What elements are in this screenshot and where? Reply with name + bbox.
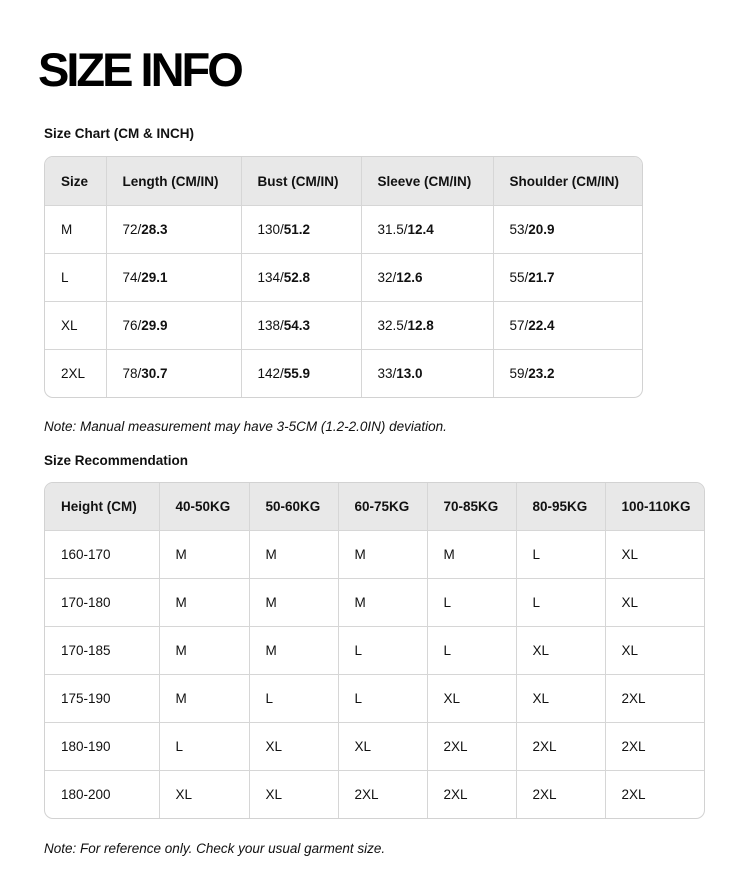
inch-value: 23.2 (528, 366, 555, 381)
recommended-size-cell: L (249, 675, 338, 723)
table-row (45, 723, 704, 771)
size-recommendation-note: Note: For reference only. Check your usual garment size. (44, 841, 386, 856)
measurement-cell (361, 254, 493, 302)
cm-value: 31.5/ (377, 222, 408, 237)
table-row (45, 579, 704, 627)
recommended-size-cell: 2XL (338, 771, 427, 819)
measurement-cell (241, 206, 361, 254)
recommended-size-cell: XL (605, 627, 704, 675)
inch-value: 29.1 (141, 270, 168, 285)
size-cell: L (45, 254, 106, 302)
recommended-size-cell: M (249, 579, 338, 627)
height-cell: 175-190 (45, 675, 159, 723)
inch-value: 28.3 (141, 222, 168, 237)
recommended-size-cell: L (338, 675, 427, 723)
inch-value: 12.4 (407, 222, 434, 237)
height-cell: 180-190 (45, 723, 159, 771)
height-cell: 170-180 (45, 579, 159, 627)
cm-value: 138/ (257, 318, 284, 333)
height-cell: 170-185 (45, 627, 159, 675)
recommended-size-cell: L (427, 627, 516, 675)
cm-value: 134/ (257, 270, 284, 285)
inch-value: 29.9 (141, 318, 168, 333)
recommended-size-cell: 2XL (427, 723, 516, 771)
measurement-cell (361, 302, 493, 350)
size-cell: XL (45, 302, 106, 350)
inch-value: 12.6 (396, 270, 423, 285)
height-cell: 180-200 (45, 771, 159, 819)
recommended-size-cell: M (338, 579, 427, 627)
page-title: SIZE INFO (38, 43, 241, 96)
recommended-size-cell: XL (159, 771, 249, 819)
recommended-size-cell: L (427, 579, 516, 627)
column-header: 40-50KG (159, 483, 249, 531)
inch-value: 54.3 (283, 318, 311, 333)
recommended-size-cell: XL (338, 723, 427, 771)
measurement-cell (106, 206, 241, 254)
recommended-size-cell: L (516, 579, 605, 627)
recommended-size-cell: 2XL (427, 771, 516, 819)
height-cell: 160-170 (45, 531, 159, 579)
cm-value: 32/ (377, 270, 397, 285)
size-chart-table (44, 156, 643, 398)
inch-value: 55.9 (283, 366, 311, 381)
measurement-cell (241, 254, 361, 302)
table-row (45, 302, 642, 350)
column-header: 60-75KG (338, 483, 427, 531)
size-recommendation-header-row (45, 483, 704, 531)
recommended-size-cell: M (427, 531, 516, 579)
recommended-size-cell: M (159, 531, 249, 579)
inch-value: 13.0 (396, 366, 423, 381)
recommended-size-cell: M (249, 531, 338, 579)
recommended-size-cell: L (516, 531, 605, 579)
size-recommendation-heading: Size Recommendation (44, 453, 189, 468)
size-recommendation-table (44, 482, 705, 819)
table-row (45, 206, 642, 254)
cm-value: 74/ (122, 270, 142, 285)
recommended-size-cell: XL (249, 771, 338, 819)
inch-value: 20.9 (528, 222, 555, 237)
column-header: 100-110KG (605, 483, 704, 531)
measurement-cell (493, 302, 642, 350)
table-row (45, 675, 704, 723)
recommended-size-cell: XL (516, 627, 605, 675)
table-row (45, 531, 704, 579)
cm-value: 32.5/ (377, 318, 408, 333)
inch-value: 22.4 (528, 318, 555, 333)
column-header: Length (CM/IN) (106, 157, 241, 206)
cm-value: 130/ (257, 222, 284, 237)
recommended-size-cell: XL (427, 675, 516, 723)
recommended-size-cell: L (159, 723, 249, 771)
recommended-size-cell: M (249, 627, 338, 675)
recommended-size-cell: 2XL (621, 787, 646, 802)
recommended-size-cell: XL (249, 723, 338, 771)
size-chart-heading: Size Chart (CM & INCH) (44, 126, 195, 141)
recommended-size-cell: 2XL (516, 723, 605, 771)
measurement-cell (493, 206, 642, 254)
measurement-cell (106, 350, 241, 398)
recommended-size-cell: XL (605, 579, 704, 627)
recommended-size-cell: M (159, 579, 249, 627)
inch-value: 12.8 (407, 318, 434, 333)
recommended-size-cell: XL (516, 675, 605, 723)
column-header: 50-60KG (249, 483, 338, 531)
cm-value: 53/ (509, 222, 529, 237)
measurement-cell (361, 206, 493, 254)
column-header: Sleeve (CM/IN) (361, 157, 493, 206)
cm-value: 76/ (122, 318, 142, 333)
measurement-cell (241, 350, 361, 398)
recommended-size-cell: L (338, 627, 427, 675)
inch-value: 21.7 (528, 270, 555, 285)
cm-value: 142/ (257, 366, 284, 381)
size-chart-header-row (45, 157, 642, 206)
column-header: Size (45, 157, 106, 206)
table-row (45, 254, 642, 302)
recommended-size-cell: M (338, 531, 427, 579)
column-header: 80-95KG (516, 483, 605, 531)
column-header: Height (CM) (45, 483, 159, 531)
cm-value: 57/ (509, 318, 529, 333)
table-row (45, 350, 642, 398)
recommended-size-cell: M (159, 675, 249, 723)
cm-value: 33/ (377, 366, 397, 381)
cm-value: 59/ (509, 366, 529, 381)
measurement-cell (361, 350, 493, 398)
column-header: Shoulder (CM/IN) (493, 157, 642, 206)
cm-value: 78/ (122, 366, 142, 381)
table-row (45, 627, 704, 675)
recommended-size-cell: 2XL (605, 723, 704, 771)
recommended-size-cell: XL (605, 531, 704, 579)
column-header: Bust (CM/IN) (241, 157, 361, 206)
inch-value: 51.2 (283, 222, 311, 237)
table-row (45, 771, 704, 819)
inch-value: 52.8 (283, 270, 311, 285)
measurement-cell (493, 350, 642, 398)
measurement-cell (106, 302, 241, 350)
inch-value: 30.7 (141, 366, 168, 381)
measurement-cell (106, 254, 241, 302)
recommended-size-cell: 2XL (605, 675, 704, 723)
recommended-size-cell: M (159, 627, 249, 675)
measurement-cell (493, 254, 642, 302)
cm-value: 55/ (509, 270, 529, 285)
size-chart-note: Note: Manual measurement may have 3-5CM (1.2-2.0IN) deviation. (44, 419, 447, 434)
measurement-cell (241, 302, 361, 350)
size-cell: M (45, 206, 106, 254)
recommended-size-cell: 2XL (516, 771, 605, 819)
column-header: 70-85KG (427, 483, 516, 531)
cm-value: 72/ (122, 222, 142, 237)
size-cell: 2XL (45, 350, 106, 398)
